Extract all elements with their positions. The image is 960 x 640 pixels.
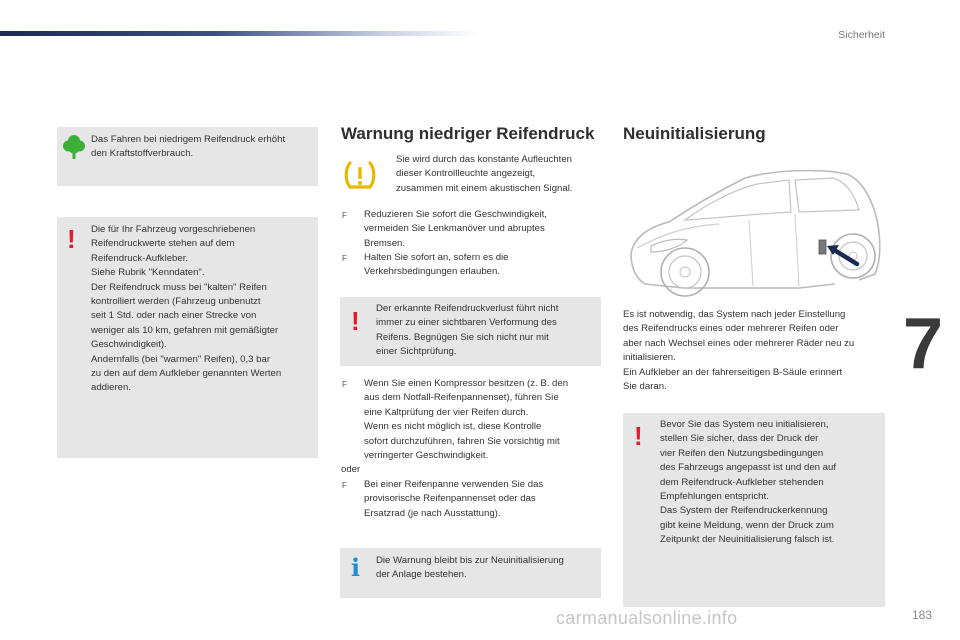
bullet-marker: F [342, 211, 347, 220]
info-line: Die Warnung bleibt bis zur Neuinitialisierung [376, 555, 564, 566]
left-warning-box [57, 217, 318, 458]
bullet-marker: F [342, 481, 347, 490]
info-icon: i [351, 553, 361, 582]
tree-icon [63, 134, 85, 160]
bullet-line: Halten Sie sofort an, sofern es die [364, 252, 509, 263]
eco-note-line: Das Fahren bei niedrigem Reifendruck erhöht [91, 134, 286, 145]
warning-line: Reifens. Begnügen Sie sich nicht nur mit [376, 331, 549, 343]
tyre-pressure-warning-icon [343, 160, 377, 192]
lamp-text-line: dieser Kontrollleuchte angezeigt, [396, 168, 536, 180]
warning-line: des Fahrzeugs angepasst ist und den auf [660, 462, 837, 474]
warning-line: addieren. [91, 382, 132, 394]
oder-text: oder [341, 464, 361, 475]
warning-line: Andernfalls (bei "warmen" Reifen), 0,3 bar [91, 353, 271, 365]
middle-warning-box [340, 297, 601, 366]
chapter-number: 7 [903, 304, 944, 384]
reinit-paragraph-line: Es ist notwendig, das System nach jeder Einstellung [623, 309, 846, 320]
warning-line: Reifendruckwerte stehen auf dem [91, 238, 235, 250]
info-line: der Anlage bestehen. [376, 569, 467, 581]
bullet-line: eine Kaltprüfung der vier Reifen durch. [364, 406, 529, 418]
warning-line: seit 1 Std. oder nach einer Strecke von [91, 310, 257, 322]
warning-line: einer Sichtprüfung. [376, 346, 457, 358]
bullet-marker: F [342, 380, 347, 389]
warning-line: dem Reifendruck-Aufkleber stehenden [660, 476, 824, 488]
lamp-text-line: Sie wird durch das konstante Aufleuchten [396, 154, 572, 165]
warning-line: Der Reifendruck muss bei "kalten" Reifen [91, 281, 267, 293]
right-warning-box [623, 413, 885, 607]
watermark: carmanualsonline.info [556, 608, 738, 628]
reinit-paragraph-line: des Reifendrucks eines oder mehrerer Reifen oder [623, 323, 839, 335]
exclamation-icon: ! [634, 421, 643, 451]
bullet-line: Verkehrsbedingungen erlauben. [364, 266, 501, 278]
section-name: Sicherheit [838, 29, 885, 41]
reinit-paragraph-line: aber nach Wechsel eines oder mehrerer Räder neu zu [623, 337, 855, 349]
bullet-line: Bremsen. [364, 237, 406, 249]
section-title-warning: Warnung niedriger Reifendruck [341, 124, 595, 143]
bullet-line: Wenn es nicht möglich ist, diese Kontrolle [364, 421, 542, 433]
warning-line: Die für Ihr Fahrzeug vorgeschriebenen [91, 224, 256, 235]
bullet-line: Ersatzrad (je nach Ausstattung). [364, 507, 501, 519]
exclamation-icon: ! [351, 306, 360, 336]
header-bar [0, 31, 480, 36]
warning-line: weniger als 10 km, gefahren mit gemäßigter [91, 324, 279, 336]
warning-line: Reifendruck-Aufkleber. [91, 252, 189, 264]
eco-note-box [57, 127, 318, 186]
warning-line: gibt keine Meldung, wenn der Druck zum [660, 519, 834, 531]
car-illustration [623, 162, 885, 304]
warning-line: zu den auf dem Aufkleber genannten Werten [91, 368, 282, 380]
bullet-line: Bei einer Reifenpanne verwenden Sie das [364, 479, 544, 490]
bullet-line: aus dem Notfall-Reifenpannenset), führen Sie [364, 392, 559, 404]
warning-line: Bevor Sie das System neu initialisieren, [660, 419, 829, 430]
info-note-box [340, 548, 601, 598]
warning-line: Der erkannte Reifendruckverlust führt nicht [376, 303, 559, 314]
page-number: 183 [911, 608, 932, 622]
reinit-paragraph-line: Ein Aufkleber an der fahrerseitigen B-Säule erinnert [623, 366, 843, 378]
lamp-text-line: zusammen mit einem akustischen Signal. [396, 182, 573, 194]
exclamation-icon: ! [67, 224, 76, 254]
bullet-marker: F [342, 254, 347, 263]
bullet-line: sofort durchzuführen, fahren Sie vorsichtig mit [364, 435, 560, 447]
warning-line: Siehe Rubrik "Kenndaten". [91, 267, 205, 279]
reinit-paragraph-line: Sie daran. [623, 381, 667, 393]
eco-note-line: den Kraftstoffverbrauch. [91, 148, 194, 160]
bullet-line: vermeiden Sie Lenkmanöver und abruptes [364, 223, 545, 235]
warning-line: Empfehlungen entspricht. [660, 491, 769, 503]
warning-line: stellen Sie sicher, dass der Druck der [660, 433, 819, 445]
warning-line: kontrolliert werden (Fahrzeug unbenutzt [91, 296, 261, 308]
bullet-line: Wenn Sie einen Kompressor besitzen (z. B. den [364, 378, 569, 389]
reinit-paragraph-line: initialisieren. [623, 352, 676, 364]
bullet-line: verringerter Geschwindigkeit. [364, 450, 489, 462]
warning-line: Zeitpunkt der Neuinitialisierung falsch ist. [660, 534, 835, 546]
bullet-line: Reduzieren Sie sofort die Geschwindigkeit, [364, 209, 547, 220]
section-title-reinit: Neuinitialisierung [623, 124, 766, 143]
warning-line: Geschwindigkeit). [91, 339, 167, 351]
bullet-line: provisorische Reifenpannenset oder das [364, 493, 536, 505]
warning-line: Das System der Reifendruckerkennung [660, 505, 828, 517]
warning-line: vier Reifen den Nutzungsbedingungen [660, 447, 824, 459]
warning-line: immer zu einer sichtbaren Verformung des [376, 317, 557, 329]
